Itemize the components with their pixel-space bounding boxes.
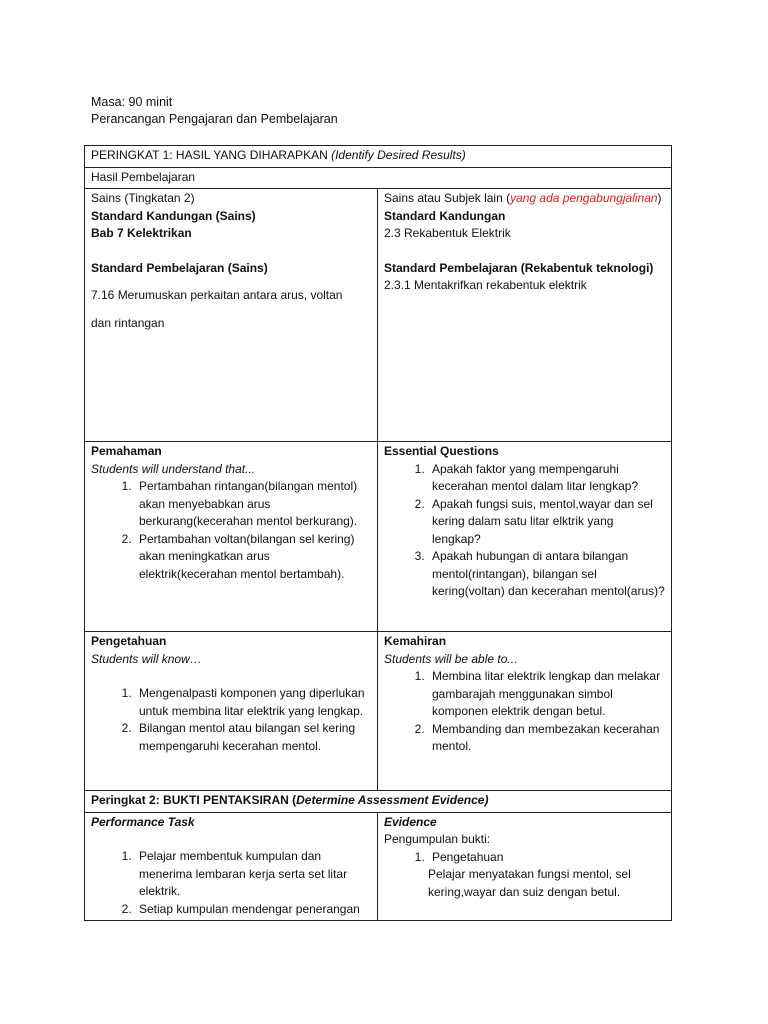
other-content-standard-label: Standard Kandungan	[384, 208, 506, 223]
skills-cell	[378, 632, 672, 791]
content-standard-label: Standard Kandungan (Sains)	[91, 208, 256, 223]
knowledge-cell	[85, 632, 378, 791]
learning-outcome-row	[85, 167, 672, 189]
list-item: 1. Pertambahan rintangan(bilangan mentol) akan menyebabkan arus berkurang(kecerahan mentol berkurang).	[135, 478, 371, 531]
evidence-subtitle: Pengumpulan bukti:	[384, 832, 491, 846]
learning-standard-line1: 7.16 Merumuskan perkaitan antara arus, voltan	[91, 288, 343, 302]
stage1-header-row	[85, 146, 672, 168]
knowledge-list	[91, 685, 371, 755]
knowledge-title: Pengetahuan	[91, 634, 167, 648]
stage2-label-italic: Determine Assessment Evidence)	[296, 793, 489, 807]
essential-questions-title: Essential Questions	[384, 444, 499, 458]
chapter-title: Bab 7 Kelektrikan	[91, 226, 192, 240]
integration-note: yang ada pengabungjalinan	[510, 191, 658, 205]
evidence-cell	[378, 812, 672, 921]
understanding-subtitle: Students will understand that...	[91, 461, 256, 476]
other-subject-heading: Sains atau Subjek lain (yang ada pengabungjalinan)	[384, 191, 662, 205]
performance-task-list	[91, 848, 371, 918]
learning-standard-line2: dan rintangan	[91, 315, 165, 330]
document-title: Perancangan Pengajaran dan Pembelajaran	[91, 112, 338, 126]
list-item: 2. Membanding dan membezakan kecerahan mentol.	[428, 721, 665, 756]
understanding-list	[91, 478, 371, 583]
knowledge-subtitle: Students will know…	[91, 651, 202, 666]
stage2-header-row	[85, 791, 672, 813]
learning-standard-label: Standard Pembelajaran (Sains)	[91, 260, 268, 275]
standards-row	[85, 189, 672, 442]
list-item: 2. Setiap kumpulan mendengar penerangan	[135, 901, 371, 919]
list-item: 1. Pengetahuan	[428, 849, 665, 867]
essential-questions-cell	[378, 442, 672, 632]
evidence-detail: Pelajar menyatakan fungsi mentol, sel kering,wayar dan suiz dengan betul.	[428, 867, 631, 899]
science-subject: Sains (Tingkatan 2)	[91, 191, 195, 205]
other-learning-standard-value: 2.3.1 Mentakrifkan rekabentuk elektrik	[384, 278, 587, 292]
evidence-list	[384, 849, 665, 867]
stage1-label: PERINGKAT 1: HASIL YANG DIHARAPKAN	[91, 148, 328, 162]
understanding-title: Pemahaman	[91, 444, 162, 458]
list-item: 2. Apakah fungsi suis, mentol,wayar dan sel kering dalam satu litar elktrik yang lengkap?	[428, 496, 665, 549]
evidence-title: Evidence	[384, 814, 437, 829]
stage1-label-italic: (Identify Desired Results)	[331, 148, 466, 162]
stage2-label: Peringkat 2: BUKTI PENTAKSIRAN (	[91, 793, 297, 807]
list-item: 1. Membina litar elektrik lengkap dan melakar gambarajah menggunakan simbol komponen elektrik dengan betul.	[428, 668, 665, 721]
other-content-standard-value: 2.3 Rekabentuk Elektrik	[384, 226, 511, 240]
stage2-header	[85, 791, 672, 813]
skills-subtitle: Students will be able to...	[384, 651, 518, 666]
list-item: 1. Mengenalpasti komponen yang diperlukan untuk membina litar elektrik yang lengkap.	[135, 685, 371, 720]
assessment-row	[85, 812, 672, 921]
lesson-plan-table	[84, 145, 672, 921]
understanding-row	[85, 442, 672, 632]
knowledge-skills-row	[85, 632, 672, 791]
list-item: 2. Pertambahan voltan(bilangan sel kering) akan meningkatkan arus elektrik(kecerahan mentol bertambah).	[135, 531, 371, 584]
list-item: 2. Bilangan mentol atau bilangan sel kering mempengaruhi kecerahan mentol.	[135, 720, 371, 755]
list-item: 1. Apakah faktor yang mempengaruhi kecerahan mentol dalam litar lengkap?	[428, 461, 665, 496]
list-item: 3. Apakah hubungan di antara bilangan mentol(rintangan), bilangan sel kering(voltan) dan kecerahan mentol(arus)?	[428, 548, 665, 601]
skills-list	[384, 668, 665, 756]
science-standards-cell	[85, 189, 378, 442]
other-subject-standards-cell	[378, 189, 672, 442]
skills-title: Kemahiran	[384, 634, 447, 648]
duration-text: Masa: 90 minit	[91, 95, 173, 109]
performance-task-title: Performance Task	[91, 814, 195, 829]
list-item: 1. Pelajar membentuk kumpulan dan menerima lembaran kerja serta set litar elektrik.	[135, 848, 371, 901]
learning-outcome-label: Hasil Pembelajaran	[85, 167, 672, 189]
essential-questions-list	[384, 461, 665, 601]
understanding-cell	[85, 442, 378, 632]
stage1-header	[85, 146, 672, 168]
other-learning-standard-label: Standard Pembelajaran (Rekabentuk teknologi)	[384, 260, 654, 275]
performance-task-cell	[85, 812, 378, 921]
